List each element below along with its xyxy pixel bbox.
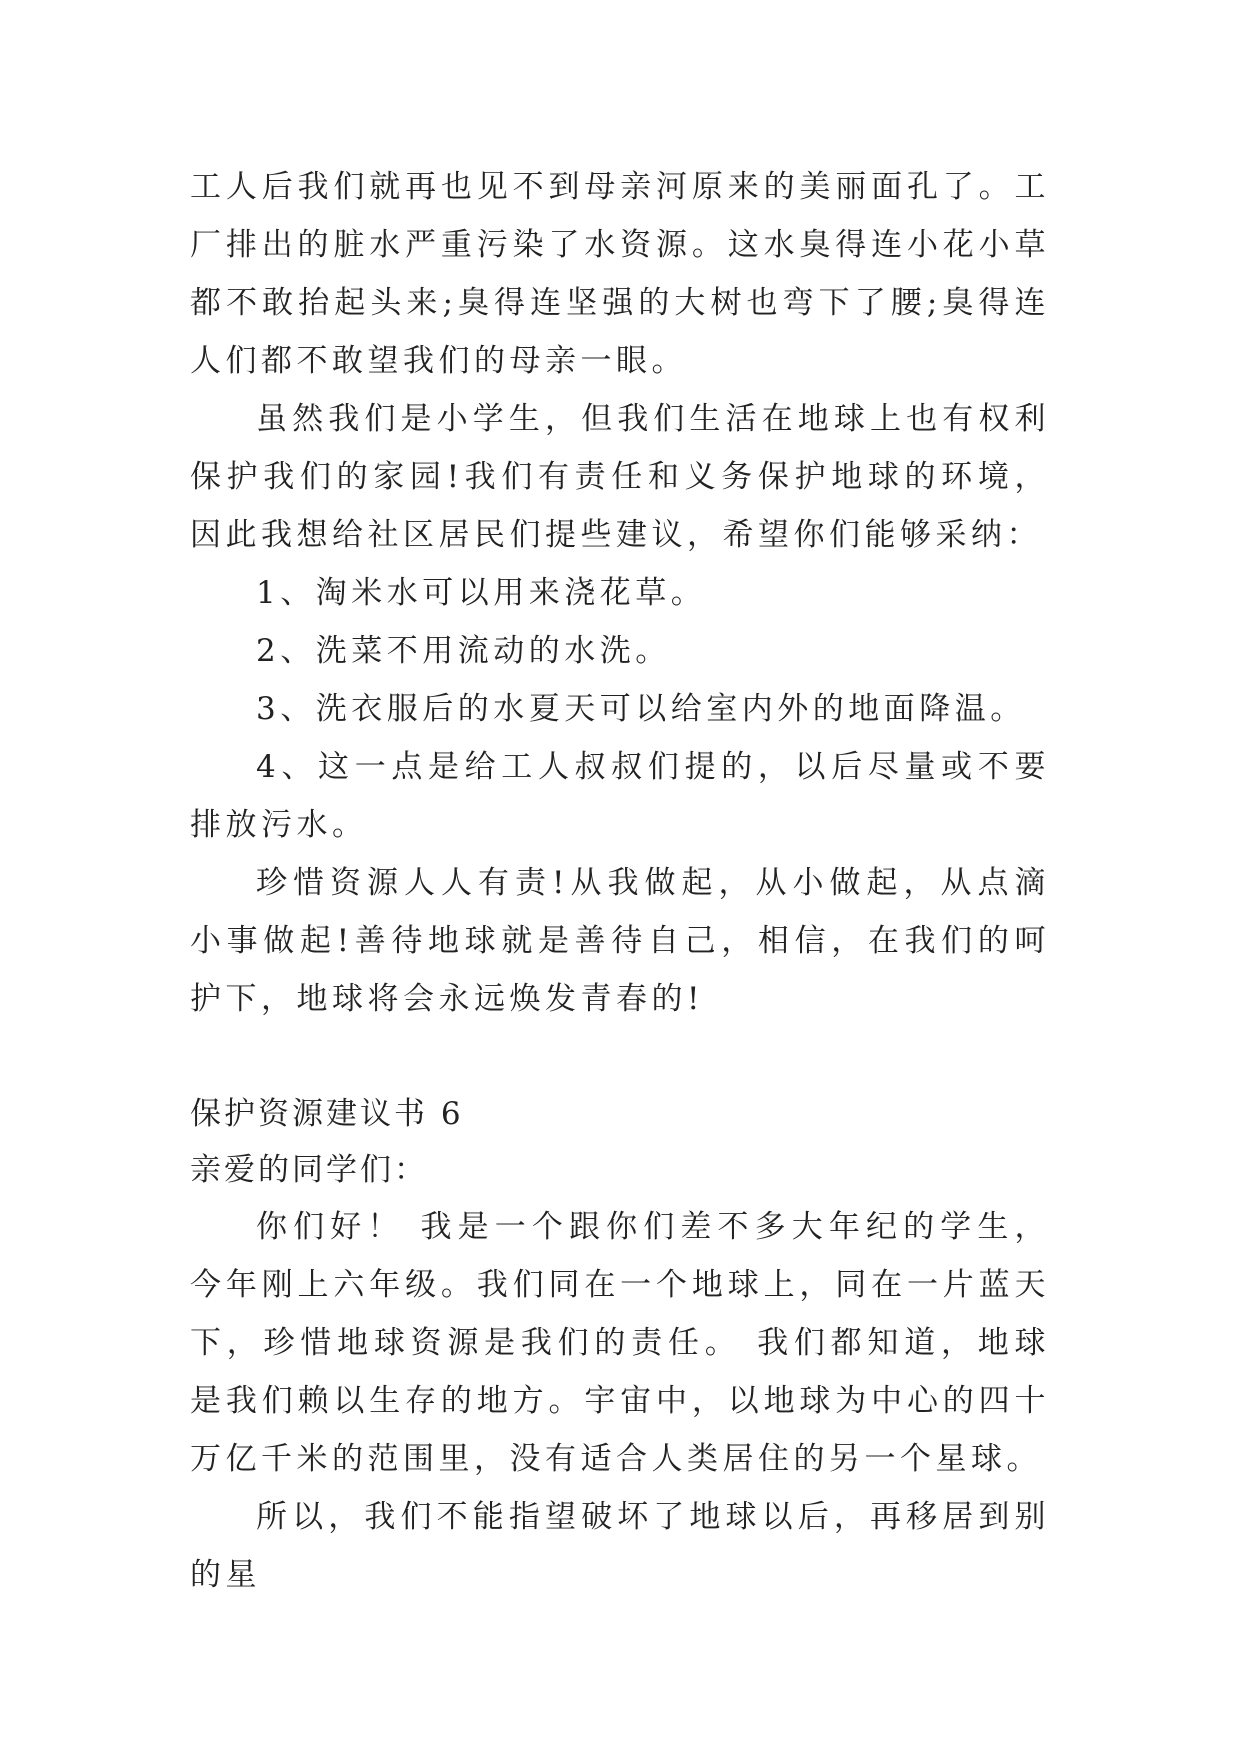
salutation: 亲爱的同学们： — [190, 1152, 428, 1188]
section-paragraph-1: 你们好！ 我是一个跟你们差不多大年纪的学生，今年刚上六年级。我们同在一个地球上，同在一片蓝天下，珍惜地球资源是我们的责任。 我们都知道，地球是我们赖以生存的地方。宇宙中，以地球为中心的四十万亿千米的范围里，没有适合人类居住的另一个星球。 — [190, 1209, 1050, 1477]
suggestion-1: 1、淘米水可以用来浇花草。 — [256, 575, 707, 611]
section-gap — [190, 1028, 1050, 1086]
document-body — [190, 158, 1050, 1604]
suggestion-2: 2、洗菜不用流动的水洗。 — [256, 633, 671, 669]
paragraph-closing: 珍惜资源人人有责!从我做起，从小做起，从点滴小事做起!善待地球就是善待自己，相信，在我们的呵护下，地球将会永远焕发青春的! — [190, 865, 1050, 1017]
paragraph-1: 工人后我们就再也见不到母亲河原来的美丽面孔了。工厂排出的脏水严重污染了水资源。这水臭得连小花小草都不敢抬起头来;臭得连坚强的大树也弯下了腰;臭得连人们都不敢望我们的母亲一眼。 — [190, 169, 1050, 379]
section-title: 保护资源建议书 6 — [190, 1096, 464, 1132]
suggestion-4: 4、这一点是给工人叔叔们提的，以后尽量或不要排放污水。 — [190, 749, 1050, 843]
paragraph-2: 虽然我们是小学生，但我们生活在地球上也有权利保护我们的家园!我们有责任和义务保护地球的环境，因此我想给社区居民们提些建议，希望你们能够采纳： — [190, 401, 1050, 553]
section-paragraph-2: 所以，我们不能指望破坏了地球以后，再移居到别的星 — [190, 1499, 1050, 1593]
suggestion-3: 3、洗衣服后的水夏天可以给室内外的地面降温。 — [256, 691, 1026, 727]
